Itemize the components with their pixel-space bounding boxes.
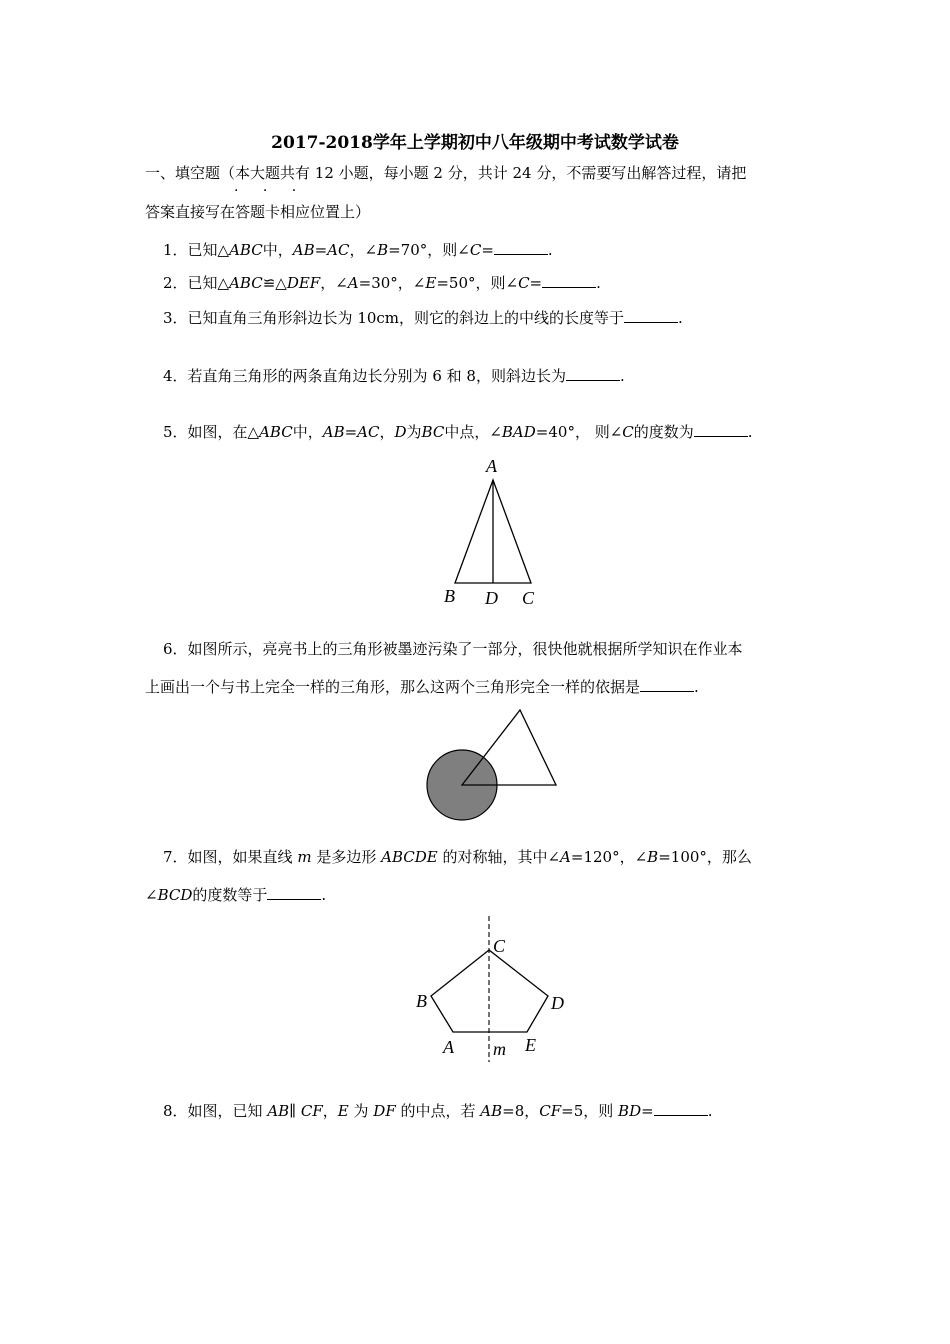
question-6-line1: 6．如图所示，亮亮书上的三角形被墨迹污染了一部分，很快他就根据所学知识在作业本 bbox=[163, 640, 743, 658]
question-3: 3．已知直角三角形斜边长为 10cm，则它的斜边上的中线的长度等于 . bbox=[163, 309, 683, 327]
answer-blank bbox=[542, 273, 596, 288]
answer-blank bbox=[494, 240, 548, 255]
question-5: 5．如图，在△ABC中，AB=AC，D为BC中点，∠BAD=40°， 则∠C的度数为 . bbox=[163, 423, 753, 441]
question-4: 4．若直角三角形的两条直角边长分别为 6 和 8，则斜边长为 . bbox=[163, 367, 625, 385]
question-7-line1: 7．如图，如果直线 m 是多边形 ABCDE 的对称轴，其中∠A=120°，∠B=100°，那么 bbox=[163, 848, 752, 866]
section-heading-line2: 答案直接写在答题卡相应位置上） bbox=[145, 203, 371, 221]
figure-pentagon bbox=[405, 912, 580, 1067]
answer-blank bbox=[694, 422, 748, 437]
label-m: m bbox=[493, 1039, 506, 1059]
section-heading-line1: 一、填空题（本大题共有 12 小题，每小题 2 分，共计 24 分，不需要写出解答过程，请把 bbox=[145, 164, 747, 182]
question-8: 8．如图，已知 AB∥ CF，E 为 DF 的中点，若 AB=8，CF=5，则 BD= . bbox=[163, 1102, 713, 1120]
answer-blank bbox=[624, 308, 678, 323]
label-b: B bbox=[444, 586, 455, 606]
label-c: C bbox=[493, 936, 506, 956]
figure-isosceles-triangle bbox=[430, 455, 560, 610]
answer-blank bbox=[566, 366, 620, 381]
answer-blank bbox=[267, 885, 321, 900]
label-d: D bbox=[551, 993, 564, 1013]
label-e: E bbox=[525, 1035, 536, 1055]
label-a: A bbox=[486, 456, 497, 476]
question-1: 1．已知△ABC中，AB=AC，∠B=70°，则∠C= . bbox=[163, 241, 553, 259]
label-c: C bbox=[522, 588, 535, 608]
answer-blank bbox=[654, 1101, 708, 1116]
page-title: 2017-2018学年上学期初中八年级期中考试数学试卷 bbox=[271, 133, 679, 153]
label-b: B bbox=[416, 991, 427, 1011]
label-d: D bbox=[485, 588, 498, 608]
label-a: A bbox=[443, 1037, 454, 1057]
figure-ink-blot-triangle bbox=[420, 705, 565, 825]
question-2: 2．已知△ABC≌△DEF，∠A=30°，∠E=50°，则∠C= . bbox=[163, 274, 601, 292]
answer-blank bbox=[640, 677, 694, 692]
question-7-line2: ∠BCD的度数等于 . bbox=[145, 886, 327, 904]
emphasis-dots: · · · bbox=[234, 183, 307, 199]
question-6-line2: 上画出一个与书上完全一样的三角形，那么这两个三角形完全一样的依据是 . bbox=[145, 678, 699, 696]
